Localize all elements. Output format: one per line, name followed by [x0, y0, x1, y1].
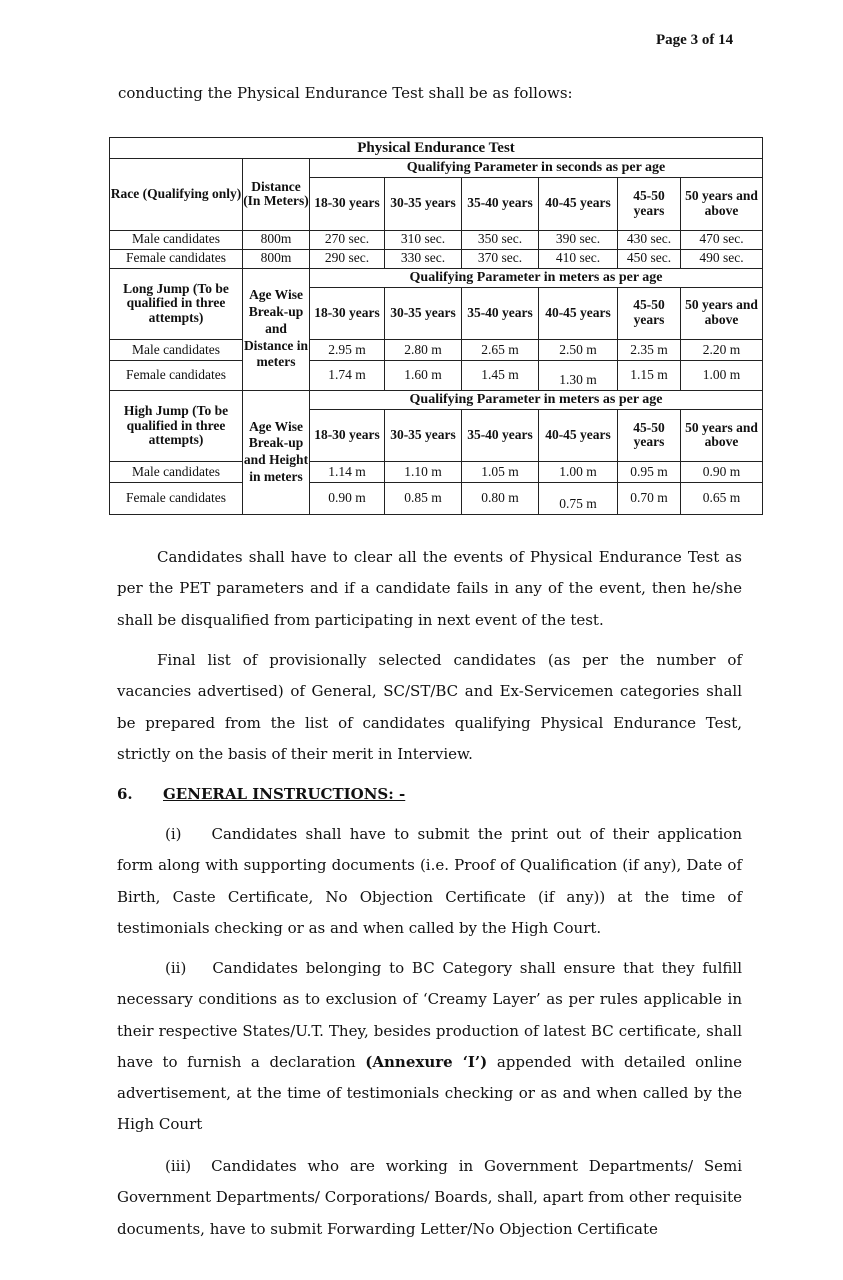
value-cell: 1.30 m: [539, 361, 618, 390]
value-cell: 1.15 m: [618, 361, 681, 390]
age-col-header: 45-50 years: [618, 287, 681, 340]
value-cell: 1.00 m: [681, 361, 763, 390]
value-cell: 1.74 m: [310, 361, 385, 390]
row-label: Male candidates: [110, 230, 243, 249]
age-col-header: 30-35 years: [385, 287, 462, 340]
age-col-header: 30-35 years: [385, 409, 462, 462]
paragraph-final-list: Final list of provisionally selected candidates (as per the number of vacancies advertised) of General, SC/ST/BC and Ex-Servicemen categories shall be prepared from the list of candidates qualifying Physical Endurance Test, strictly on the basis of their merit in Interview.: [117, 651, 742, 763]
age-col-header: 45-50 years: [618, 409, 681, 462]
row-label: Female candidates: [110, 483, 243, 515]
value-cell: 0.80 m: [462, 483, 539, 515]
long-jump-param: Age Wise Break-up and Distance in meters: [243, 268, 310, 390]
value-cell: 330 sec.: [385, 249, 462, 268]
value-cell: 0.70 m: [618, 483, 681, 515]
instruction-number: (i): [165, 825, 182, 843]
value-cell: 430 sec.: [618, 230, 681, 249]
instruction-iii: [117, 1151, 742, 1245]
section-heading: [117, 785, 405, 803]
value-cell: 2.80 m: [385, 340, 462, 361]
value-cell: 370 sec.: [462, 249, 539, 268]
value-cell: 450 sec.: [618, 249, 681, 268]
instruction-text: appended with detailed online advertisement, at the time of testimonials checking or as and when called by the High Court: [117, 1052, 742, 1134]
instruction-text: Candidates who are working in Government Departments/ Semi Government Departments/ Corporations/ Boards, shall, apart from other requisite documents, have to submit Forwarding Letter/No Objection Certificate: [117, 1157, 742, 1238]
value-cell: 1.10 m: [385, 462, 462, 483]
row-label: Male candidates: [110, 462, 243, 483]
table-row: [110, 249, 763, 268]
race-qualifying-header: Qualifying Parameter in seconds as per age: [310, 159, 763, 178]
age-col-header: 35-40 years: [462, 178, 539, 231]
value-cell: 0.90 m: [681, 462, 763, 483]
instruction-i: [117, 819, 742, 944]
value-cell: 390 sec.: [539, 230, 618, 249]
value-cell: 410 sec.: [539, 249, 618, 268]
value-cell: 490 sec.: [681, 249, 763, 268]
value-cell: 1.45 m: [462, 361, 539, 390]
value-cell: 0.90 m: [310, 483, 385, 515]
annexure-reference: (Annexure ‘I’): [365, 1052, 488, 1071]
table-row: [110, 340, 763, 361]
age-col-header: 50 years and above: [681, 287, 763, 340]
age-col-header: 18-30 years: [310, 409, 385, 462]
high-jump-label: High Jump (To be qualified in three attempts): [110, 390, 243, 462]
table-row: [110, 230, 763, 249]
value-cell: 1.60 m: [385, 361, 462, 390]
table-row: [110, 483, 763, 515]
value-cell: 0.65 m: [681, 483, 763, 515]
intro-text: conducting the Physical Endurance Test shall be as follows:: [118, 84, 573, 102]
pet-table: [109, 137, 763, 515]
value-cell: 270 sec.: [310, 230, 385, 249]
instruction-number: (ii): [165, 959, 187, 977]
age-col-header: 30-35 years: [385, 178, 462, 231]
value-cell: 350 sec.: [462, 230, 539, 249]
instruction-number: (iii): [165, 1157, 192, 1175]
age-col-header: 40-45 years: [539, 287, 618, 340]
value-cell: 0.85 m: [385, 483, 462, 515]
age-col-header: 50 years and above: [681, 409, 763, 462]
distance-cell: 800m: [243, 230, 310, 249]
value-cell: 2.65 m: [462, 340, 539, 361]
long-jump-label: Long Jump (To be qualified in three attempts): [110, 268, 243, 340]
age-col-header: 40-45 years: [539, 409, 618, 462]
value-cell: 470 sec.: [681, 230, 763, 249]
section-number: 6.: [117, 785, 133, 803]
value-cell: 290 sec.: [310, 249, 385, 268]
value-cell: 1.14 m: [310, 462, 385, 483]
table-title: Physical Endurance Test: [110, 138, 763, 159]
age-col-header: 35-40 years: [462, 287, 539, 340]
table-row: [110, 462, 763, 483]
high-jump-param: Age Wise Break-up and Height in meters: [243, 390, 310, 514]
age-col-header: 18-30 years: [310, 287, 385, 340]
value-cell: 2.50 m: [539, 340, 618, 361]
instruction-text: Candidates belonging to BC Category shall ensure that they fulfill necessary conditions as to exclusion of ‘Creamy Layer’ as per rules applicable in their respective States/U.T. They, besides production of latest BC certificate, shall have to furnish a declaration: [117, 959, 742, 1071]
instruction-text: Candidates shall have to submit the print out of their application form along with supporting documents (i.e. Proof of Qualification (if any), Date of Birth, Caste Certificate, No Objection Certificate (if any)) at the time of testimonials checking or as and when called by the High Court.: [117, 825, 742, 937]
row-label: Male candidates: [110, 340, 243, 361]
age-col-header: 18-30 years: [310, 178, 385, 231]
value-cell: 2.95 m: [310, 340, 385, 361]
row-label: Female candidates: [110, 361, 243, 390]
instruction-ii: [117, 953, 742, 1141]
value-cell: 1.05 m: [462, 462, 539, 483]
value-cell: 0.75 m: [539, 483, 618, 515]
section-title: GENERAL INSTRUCTIONS: -: [163, 785, 406, 803]
age-col-header: 45-50 years: [618, 178, 681, 231]
page-number: Page 3 of 14: [656, 32, 734, 48]
long-jump-qualifying-header: Qualifying Parameter in meters as per age: [310, 268, 763, 287]
distance-cell: 800m: [243, 249, 310, 268]
race-param: Distance (In Meters): [243, 159, 310, 231]
row-label: Female candidates: [110, 249, 243, 268]
value-cell: 310 sec.: [385, 230, 462, 249]
value-cell: 2.20 m: [681, 340, 763, 361]
paragraph-pet-clear: Candidates shall have to clear all the events of Physical Endurance Test as per the PET parameters and if a candidate fails in any of the event, then he/she shall be disqualified from participating in next event of the test.: [117, 548, 742, 629]
value-cell: 1.00 m: [539, 462, 618, 483]
age-col-header: 35-40 years: [462, 409, 539, 462]
age-col-header: 40-45 years: [539, 178, 618, 231]
race-label: Race (Qualifying only): [110, 159, 243, 231]
high-jump-qualifying-header: Qualifying Parameter in meters as per age: [310, 390, 763, 409]
value-cell: 0.95 m: [618, 462, 681, 483]
age-col-header: 50 years and above: [681, 178, 763, 231]
table-row: [110, 361, 763, 390]
value-cell: 2.35 m: [618, 340, 681, 361]
